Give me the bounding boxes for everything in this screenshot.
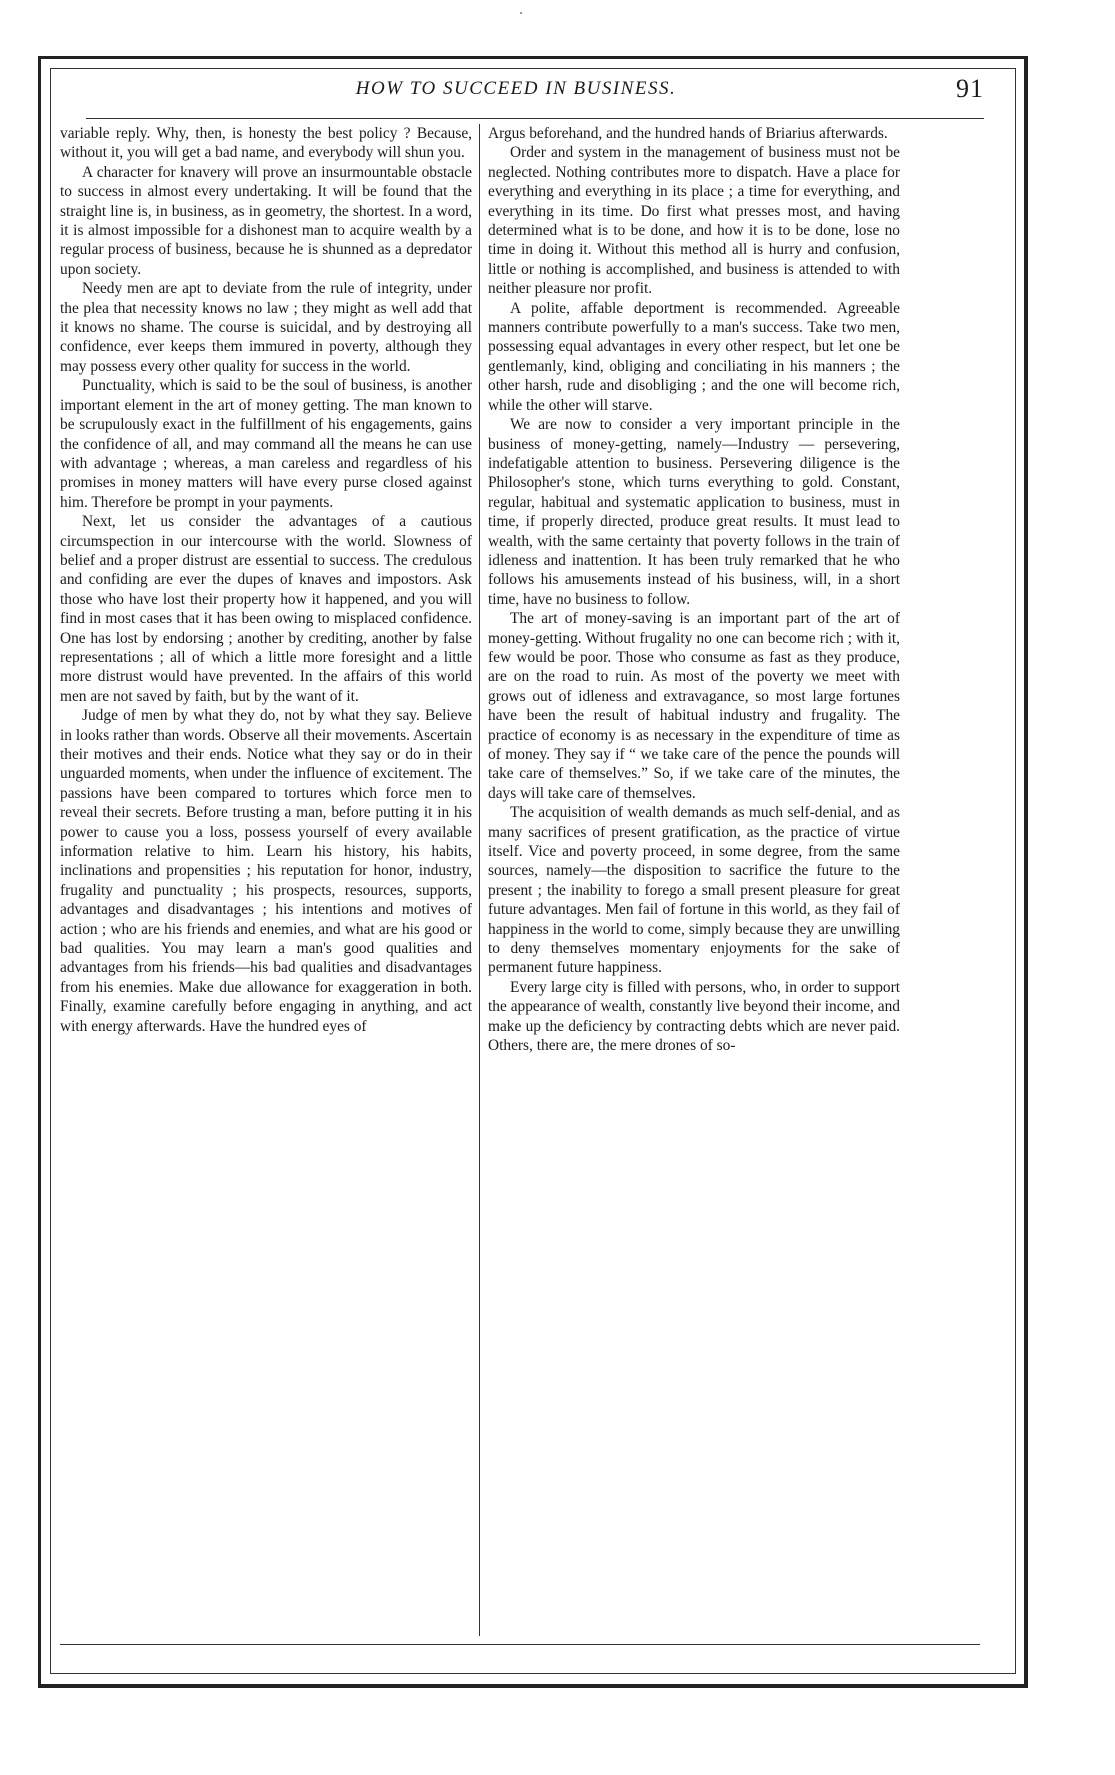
column-divider <box>479 124 480 1636</box>
paragraph: Next, let us consider the advantages of a cautious circumspection in our intercourse with the world. Slowness of belief and a proper distrust are essential to success. The credulous and confiding are ever the dupes of knaves and impostors. Ask those who have lost their property how it happened, and you will find in most cases that it has been owing to misplaced confidence. One has lost by endorsing ; another by crediting, another by false representations ; all of which a little more foresight and a little more distrust would have prevented. In the affairs of this world men are not saved by faith, but by the want of it. <box>60 513 472 705</box>
paragraph: Argus beforehand, and the hundred hands of Briarius afterwards. <box>488 125 888 142</box>
paragraph: The acquisition of wealth demands as much self-denial, and as many sacrifices of present gratification, as the practice of virtue itself. Vice and poverty proceed, in some degree, from the same sources, namely—the disposition to sacrifice the future to the present ; the inability to forego a small present pleasure for great future advantages. Men fail of fortune in this world, as they fail of happiness in the world to come, simply because they are unwilling to deny themselves momentary enjoyments for the sake of permanent future happiness. <box>488 804 900 977</box>
right-column <box>488 124 900 1636</box>
running-head <box>86 74 1006 114</box>
paragraph: variable reply. Why, then, is honesty the best policy ? Because, without it, you will get a bad name, and everybody will shun you. <box>60 125 472 162</box>
paper-speck <box>520 12 522 14</box>
footer-rule <box>60 1644 980 1645</box>
paragraph: Order and system in the management of business must not be neglected. Nothing contributes more to dispatch. Have a place for everything and everything in its place ; a time for everything, and everything in its time. Do first what presses most, and having determined what is to be done, and how it is to be done, lose no time in doing it. Without this method all is hurry and confusion, little or nothing is accomplished, and business is attended to with neither pleasure nor profit. <box>488 144 900 298</box>
paragraph: A polite, affable deportment is recommended. Agreeable manners contribute powerfully to a man's success. Take two men, possessing equal advantages in every other respect, but let one be gentlemanly, kind, obliging and conciliating in his manners ; the other harsh, rude and disobliging ; and the one will become rich, while the other will starve. <box>488 299 900 414</box>
paragraph: We are now to consider a very important principle in the business of money-getting, namely—Industry — persevering, indefatigable attention to business. Persevering diligence is the Philosopher's stone, which turns everything to gold. Constant, regular, habitual and systematic application to business, must in time, if properly directed, produce great results. It must lead to wealth, with the same certainty that poverty follows in the train of idleness and inattention. It has been truly remarked that he who follows his amusements instead of his business, will, in a short time, have no business to follow. <box>488 416 900 608</box>
paragraph: Every large city is filled with persons, who, in order to support the appearance of wealth, constantly live beyond their income, and make up the deficiency by contracting debts which are never paid. Others, there are, the mere drones of so- <box>488 978 900 1055</box>
running-title: HOW TO SUCCEED IN BUSINESS. <box>355 78 677 99</box>
left-column <box>60 124 472 1636</box>
paragraph: Punctuality, which is said to be the soul of business, is another important element in the art of money getting. The man known to be scrupulously exact in the fulfillment of his engagements, gains the confidence of all, and may command all the means he can use with advantage ; whereas, a man careless and regardless of his promises in money matters will have every purse closed against him. Therefore be prompt in your payments. <box>60 377 472 511</box>
paragraph: A character for knavery will prove an insurmountable obstacle to success in almost every undertaking. It will be found that the straight line is, in business, as in geometry, the shortest. In a word, it is almost impossible for a dishonest man to acquire wealth by a regular process of business, because he is shunned as a depredator upon society. <box>60 163 472 278</box>
paragraph: The art of money-saving is an important part of the art of money-getting. Without frugality no one can become rich ; with it, few would be poor. Those who consume as fast as they produce, are on the road to ruin. As most of the poverty we meet with grows out of idleness and extravagance, so most large fortunes have been the result of habitual industry and frugality. The practice of economy is as necessary in the expenditure of time as of money. They say if “ we take care of the pence the pounds will take care of themselves.” So, if we take care of the minutes, the days will take care of themselves. <box>488 610 900 802</box>
header-rule <box>86 118 984 119</box>
page-number: 91 <box>956 74 984 103</box>
paragraph: Needy men are apt to deviate from the rule of integrity, under the plea that necessity knows no law ; they might as well add that it knows no shame. The course is suicidal, and by destroying all confidence, ever keeps them immured in poverty, although they may possess every other quality for success in the world. <box>60 280 472 375</box>
paragraph: Judge of men by what they do, not by what they say. Believe in looks rather than words. Observe all their movements. Ascertain their motives and their ends. Notice what they say or do in their unguarded moments, when under the influence of excitement. The passions have been compared to tortures which force men to reveal their secrets. Before trusting a man, before putting it in his power to cause you a loss, possess yourself of every available information relative to him. Learn his history, his habits, inclinations and propensities ; his reputation for honor, industry, frugality and punctuality ; his prospects, resources, supports, advantages and disadvantages ; his intentions and motives of action ; who are his friends and enemies, and what are his good or bad qualities. You may learn a man's good qualities and advantages from his friends—his bad qualities and disadvantages from his enemies. Make due allowance for exaggeration in both. Finally, examine carefully before engaging in anything, and act with energy afterwards. Have the hundred eyes of <box>60 707 472 1035</box>
